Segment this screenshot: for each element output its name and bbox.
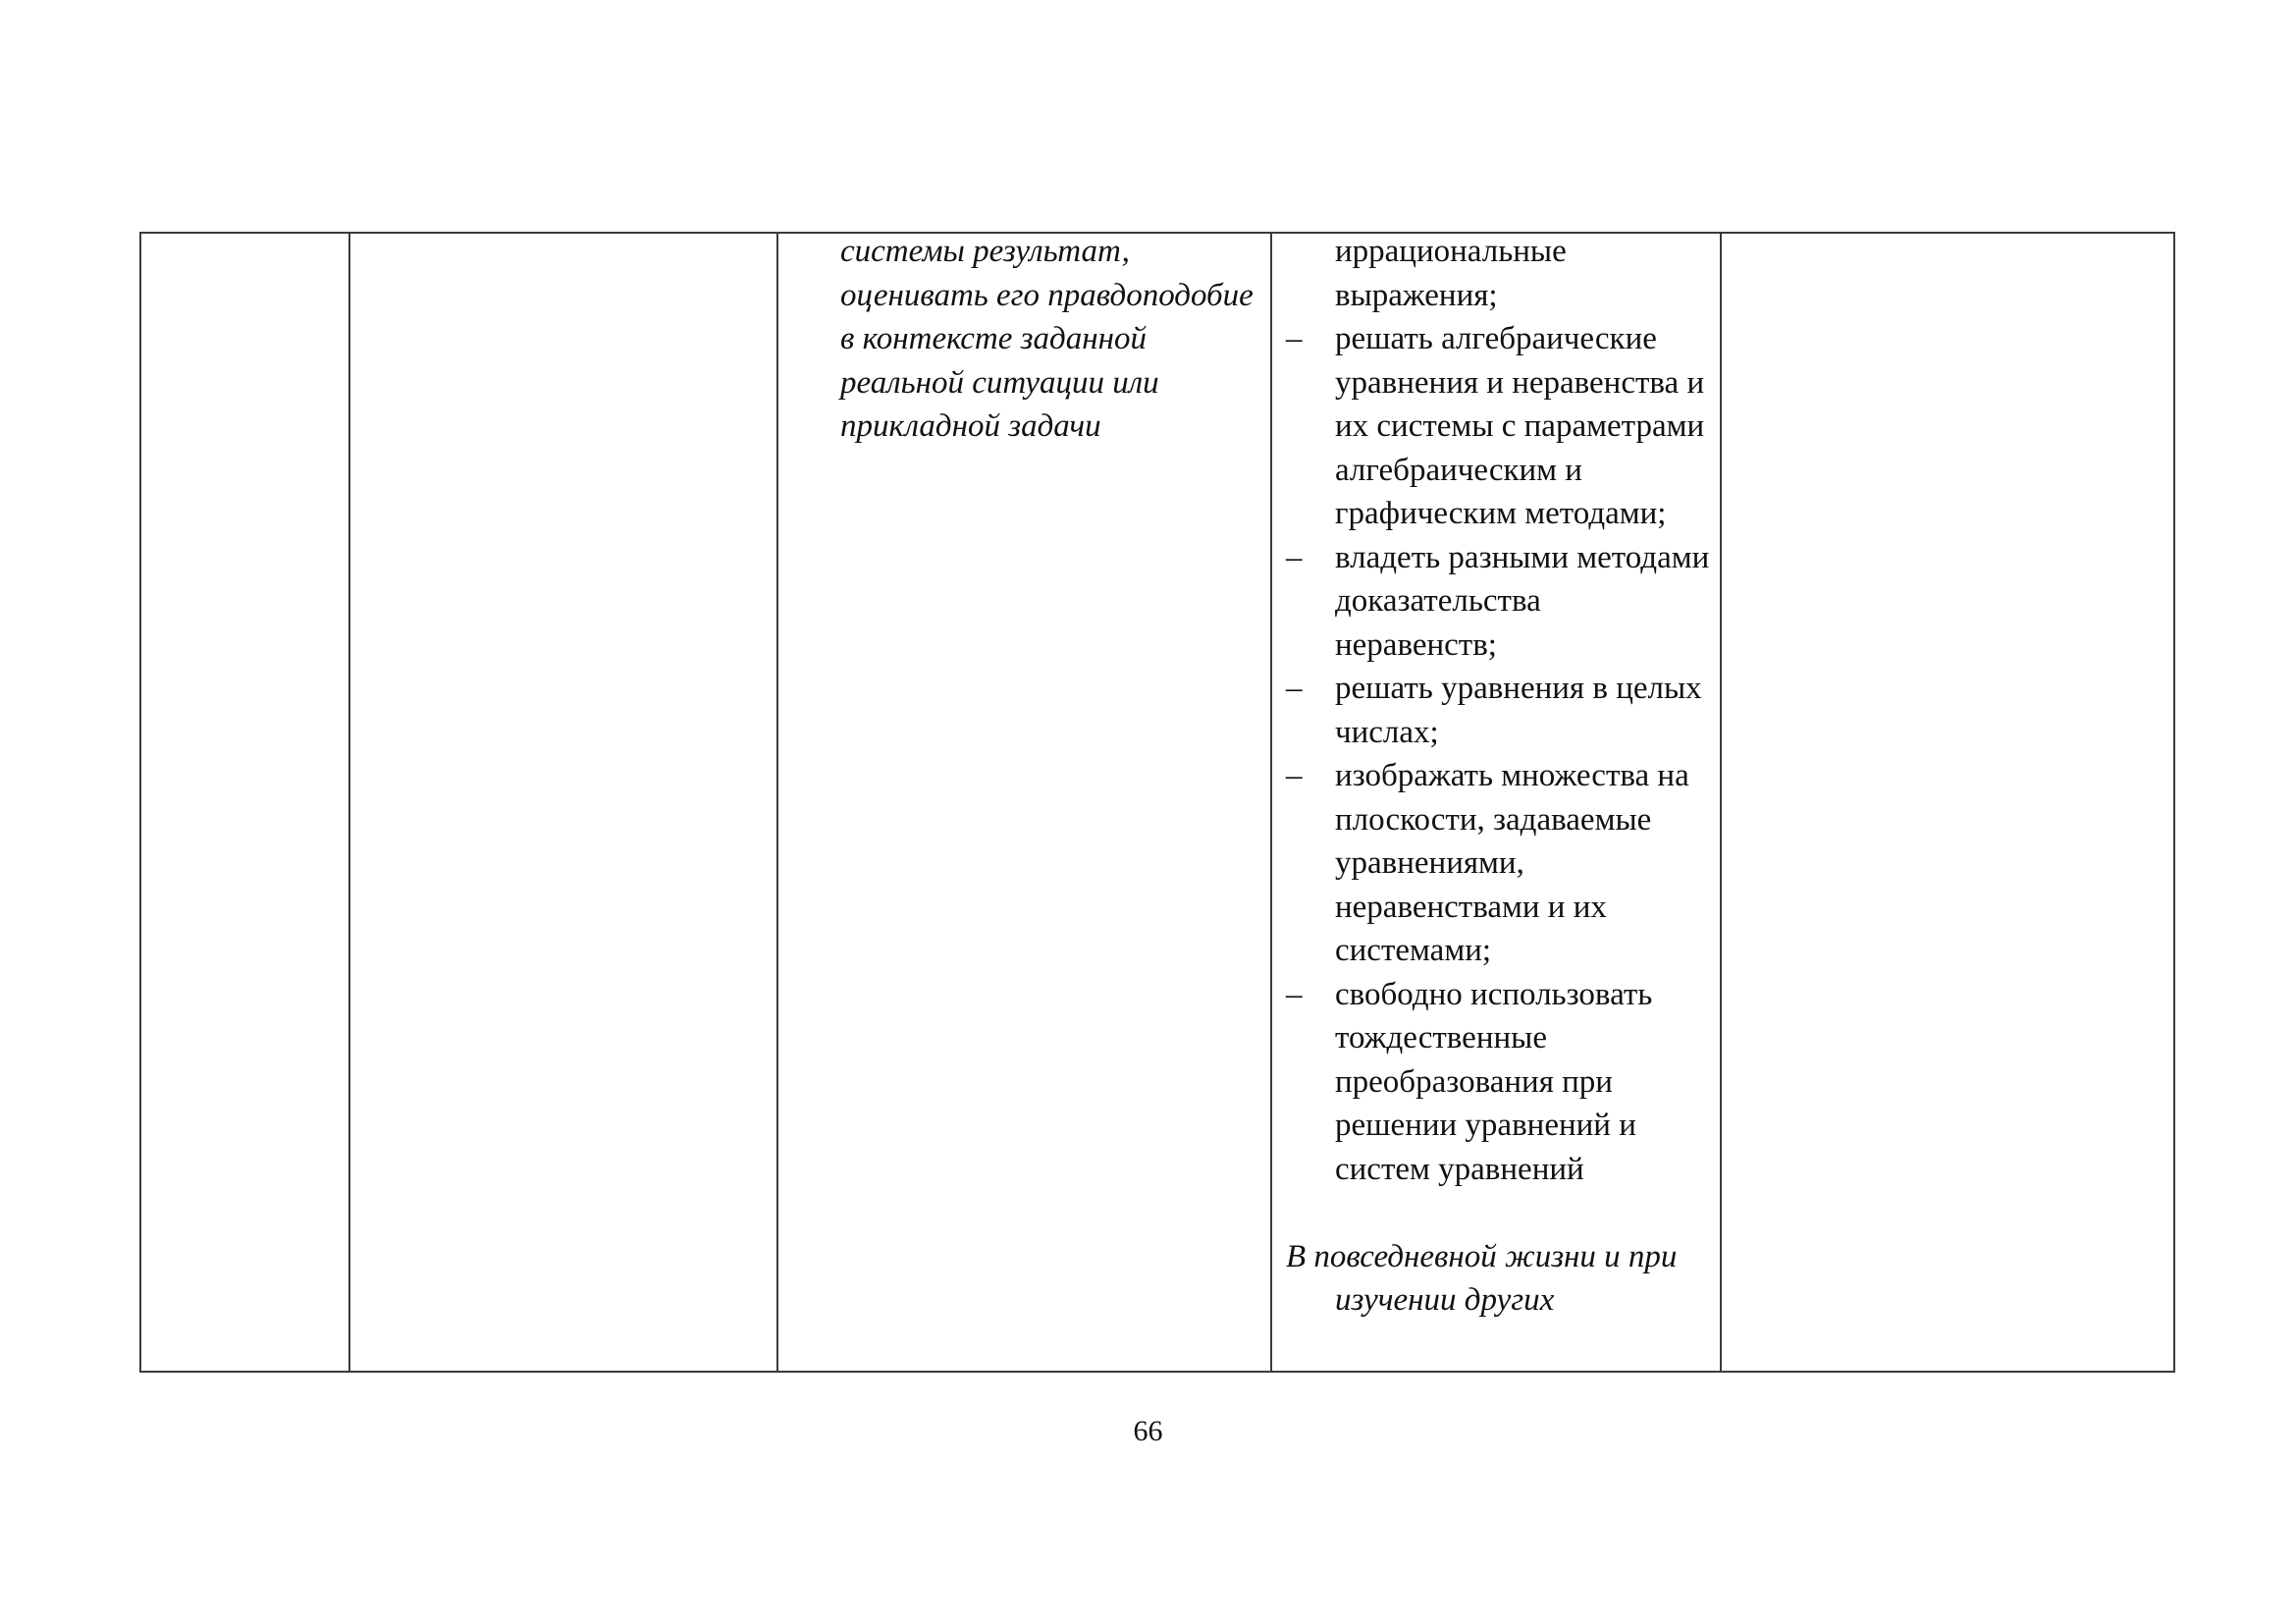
italic-paragraph: В повседневной жизни и при изучении других	[1286, 1238, 1678, 1318]
spacer	[1286, 1191, 1710, 1235]
table-cell-empty-2	[349, 233, 777, 1372]
table-cell-empty-1	[140, 233, 349, 1372]
list-item-text: решать алгебраические уравнения и неравенства и их системы с параметрами алгебраическим и графическим методами;	[1335, 321, 1705, 531]
list-item-text: свободно использовать тождественные преобразования при решении уравнений и систем уравнений	[1335, 976, 1653, 1187]
page-number: 66	[1133, 1415, 1163, 1447]
dash-bullet-icon: –	[1286, 539, 1303, 575]
list-item-text: изображать множества на плоскости, задаваемые уравнениями, неравенствами и их системами;	[1335, 758, 1689, 968]
table-cell-empty-5	[1721, 233, 2174, 1372]
list-item-text: владеть разными методами доказательства неравенств;	[1335, 539, 1710, 663]
continued-item-text: иррациональные выражения;	[1335, 234, 1567, 313]
list-item	[1286, 667, 1710, 754]
table-row	[140, 233, 2174, 1372]
learning-outcome-text: системы результат, оценивать его правдоподобие в контексте заданной реальной ситуации или прикладной задачи	[840, 234, 1254, 444]
dash-bullet-icon: –	[1286, 976, 1303, 1012]
list-item	[1286, 536, 1710, 668]
standards-table	[139, 232, 2175, 1373]
list-item	[1286, 754, 1710, 973]
dash-bullet-icon: –	[1286, 758, 1303, 793]
list-item	[1286, 973, 1710, 1192]
dash-bullet-icon: –	[1286, 321, 1303, 356]
list-item	[1286, 317, 1710, 536]
table-cell-skills-list	[1271, 233, 1721, 1372]
list-item-text: решать уравнения в целых числах;	[1335, 671, 1702, 750]
table-cell-learning-outcome	[777, 233, 1271, 1372]
dash-bullet-icon: –	[1286, 671, 1303, 706]
list-item	[1286, 233, 1710, 317]
skills-list	[1286, 233, 1710, 1191]
